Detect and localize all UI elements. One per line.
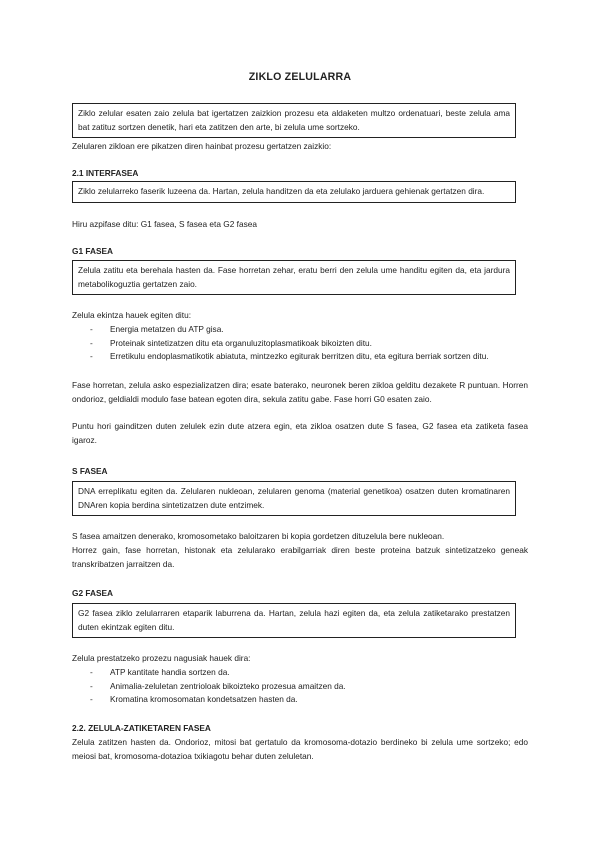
s-definition-box: DNA erreplikatu egiten da. Zelularen nukleoan, zelularen genoma (material genetikoa) osatzen duten kromatinaren DNAren kopia berdina sintetizatzen dute entzimek.: [72, 481, 516, 516]
g1-paragraph-g0: Fase horretan, zelula asko espezializatzen dira; esate baterako, neuronek beren zikloa gelditu dezakete R puntuan. Horren ondorioz, geldialdi modulo fase batean egoten dira, sekula zatitu gabe. Fase horri G0 esaten zaio.: [72, 380, 528, 404]
g2-definition-box: G2 fasea ziklo zelularraren etaparik laburrena da. Hartan, zelula hazi egiten da, eta zelula zatiketarako prestatzen duten ekintzak egiten ditu.: [72, 603, 516, 638]
list-item: [72, 337, 528, 351]
list-dash: -: [90, 324, 93, 334]
section-heading-zatiketa: 2.2. ZELULA-ZATIKETAREN FASEA: [72, 723, 211, 733]
list-item: [72, 693, 528, 707]
g1-action-list: [72, 323, 528, 364]
list-item: [72, 666, 528, 680]
g1-list-intro: Zelula ekintza hauek egiten ditu:: [72, 310, 192, 320]
s-paragraph-copies: S fasea amaitzen denerako, kromosometako baloitzaren bi kopia gordetzen dituzelula bere nukleoan.: [72, 531, 445, 541]
g2-process-list: [72, 666, 528, 707]
list-dash: -: [90, 337, 93, 348]
section-heading-g1: G1 FASEA: [72, 246, 114, 256]
list-item: [72, 680, 528, 694]
g1-paragraph-r-point: Puntu hori gainditzen duten zelulek ezin dute atzera egin, eta zikloa osatzen dute S fasea, G2 fasea eta zatiketa fasea igaroz.: [72, 421, 528, 445]
g1-definition-box: Zelula zatitu eta berehala hasten da. Fase horretan zehar, eratu berri den zelula ume handitu egiten da, eta jardura metabolikoguztia gertatzen zaio.: [72, 260, 516, 295]
section-heading-g2: G2 FASEA: [72, 588, 114, 598]
list-item-text: Kromatina kromosomatan kondetsatzen hasten da.: [110, 694, 298, 705]
intro-definition-box: Ziklo zelular esaten zaio zelula bat igertatzen zaizkion prozesu eta aldaketen multzo ordenatuari, beste zelula ama bat zatituz sortzen denetik, hari eta zatitzen den arte, bi zelula ume sortzeko.: [72, 103, 516, 138]
list-item-text: ATP kantitate handia sortzen da.: [110, 667, 230, 677]
list-item-text: Proteinak sintetizatzen ditu eta organuluzitoplasmatikoak bikoizten ditu.: [110, 337, 372, 348]
s-paragraph-histones: Horrez gain, fase horretan, histonak eta zelularako erabilgarriak diren beste proteina batzuk sintetizatzeko geneak transkribatzen jarraitzen da.: [72, 545, 528, 569]
list-item: [72, 323, 528, 337]
zatiketa-paragraph: Zelula zatitzen hasten da. Ondorioz, mitosi bat gertatulo da kromosoma-dotazio berdineko bi zelula ume sortzeko; edo meiosi bat, kromosoma-dotazioa txikiagotu behar duten zeluletan.: [72, 737, 528, 761]
list-item-text: Animalia-zeluletan zentrioloak bikoizteko prozesua amaitzen da.: [110, 680, 346, 691]
interfasea-paragraph: Hiru azpifase ditu: G1 fasea, S fasea eta G2 fasea: [72, 219, 257, 229]
section-heading-interfasea: 2.1 INTERFASEA: [72, 168, 139, 178]
list-dash: -: [90, 694, 93, 705]
g2-list-intro: Zelula prestatzeko prozezu nagusiak hauek dira:: [72, 653, 251, 663]
list-item: [72, 350, 528, 364]
intro-paragraph: Zelularen zikloan ere pikatzen diren hainbat prozesu gertatzen zaizkio:: [72, 141, 332, 151]
list-item-text: Energia metatzen du ATP gisa.: [110, 324, 224, 334]
page-title: ZIKLO ZELULARRA: [248, 71, 352, 83]
list-dash: -: [90, 667, 93, 677]
list-item-text: Erretikulu endoplasmatikotik abiatuta, mintzezko egiturak berritzen ditu, eta egitura berriak sortzen ditu.: [110, 351, 489, 362]
section-heading-s: S FASEA: [72, 466, 108, 476]
list-dash: -: [90, 351, 93, 362]
interfasea-definition-box: Ziklo zelularreko faserik luzeena da. Hartan, zelula handitzen da eta zelulako jarduera gehienak gertatzen dira.: [72, 181, 516, 203]
list-dash: -: [90, 680, 93, 691]
